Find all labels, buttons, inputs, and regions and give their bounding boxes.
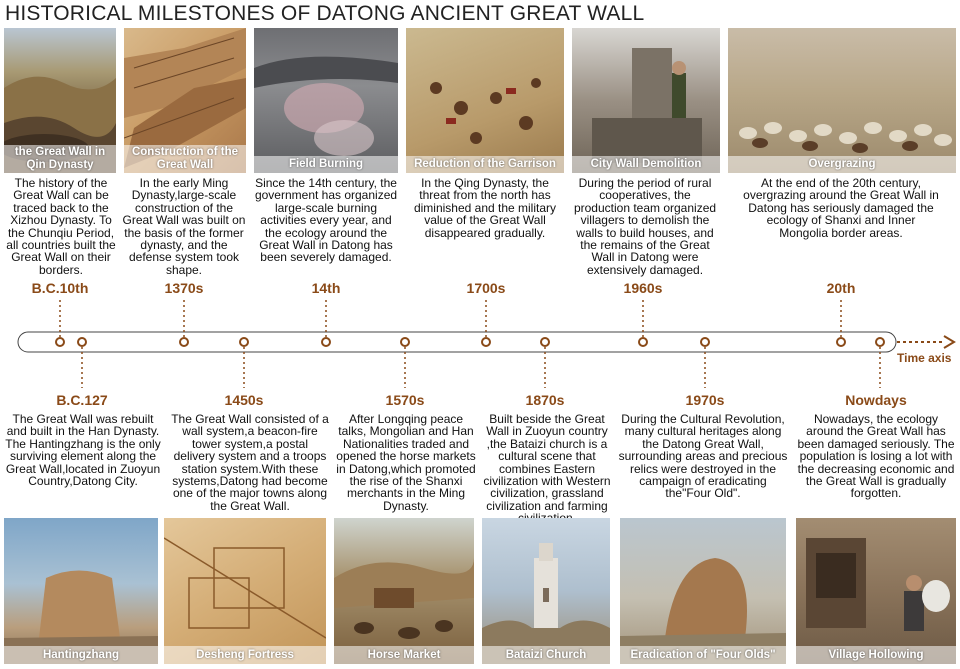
desc-construction: In the early Ming Dynasty,large-scale construction of the Great Wall was built on the basis of the former dynasty, and the defense system took shape.: [122, 176, 246, 277]
era-20th: 20th: [826, 280, 856, 296]
caption-wall-demolition: City Wall Demolition: [572, 156, 720, 173]
page-title: HISTORICAL MILESTONES OF DATONG ANCIENT GREAT WALL: [5, 2, 645, 25]
era-1450s: 1450s: [224, 392, 264, 408]
era-14th: 14th: [311, 280, 341, 296]
desc-horse-market: After Longqing peace talks, Mongolian and Han Nationalities traded and opened the horse markets in Datong,which promoted the rise of the Shanxi merchants in the Ming Dynasty.: [336, 412, 476, 513]
hantingzhang-illustration: [4, 518, 158, 664]
caption-overgrazing: Overgrazing: [728, 156, 956, 173]
caption-horse-market: Horse Market: [334, 646, 474, 664]
desc-village-hollowing: Nowadays, the ecology around the Great Wall has been damaged seriously. The population is losing a lot with the decreasing economic and the Great Wall is gradually forgotten.: [797, 412, 955, 501]
era-1700s: 1700s: [466, 280, 506, 296]
era-bc10th: B.C.10th: [31, 280, 89, 296]
desc-qin-great-wall: The history of the Great Wall can be traced back to the Xizhou Dynasty. To the Chunqiu Period, all countries built the Great Wall on their borders.: [6, 176, 116, 277]
desc-garrison: In the Qing Dynasty, the threat from the north has diminished and the military value of the Great Wall disappeared gradually.: [413, 176, 557, 240]
desc-four-olds: During the Cultural Revolution, many cultural heritages along the Datong Great Wall, surrounding areas and precious relics were destroyed in the campaign of eradicating the"Four Old".: [618, 412, 788, 501]
desc-wall-demolition: During the period of rural cooperatives, the production team organized villagers to demolish the walls to build houses, and the remains of the Great Wall in Datong were extensively damaged.: [573, 176, 717, 277]
horse-market-illustration: [334, 518, 474, 664]
era-1370s: 1370s: [164, 280, 204, 296]
caption-desheng-fortress: Desheng Fortress: [164, 646, 326, 664]
desc-hantingzhang: The Great Wall was rebuilt and built in the Han Dynasty. The Hantingzhang is the only surviving element along the Great Wall,located in Zuoyun Country,Datong City.: [5, 412, 161, 489]
era-1870s: 1870s: [525, 392, 565, 408]
desc-field-burning: Since the 14th century, the government has organized large-scale burning activities every year, and the ecology around the Great Wall in Datong has been severely damaged.: [254, 176, 398, 265]
desc-overgrazing: At the end of the 20th century, overgrazing around the Great Wall in Datong has seriously damaged the ecology of Shanxi and Inner Mongolia border areas.: [743, 176, 939, 240]
caption-construction: Construction of the Great Wall: [124, 145, 246, 173]
caption-village-hollowing: Village Hollowing: [796, 646, 956, 664]
caption-bataizi-church: Bataizi Church: [482, 646, 610, 664]
era-nowdays: Nowdays: [845, 392, 907, 408]
caption-hantingzhang: Hantingzhang: [4, 646, 158, 664]
ruin-illustration: [620, 518, 786, 664]
axis-arrow-icon: [944, 336, 954, 348]
caption-qin-great-wall: the Great Wall in Qin Dynasty: [4, 145, 116, 173]
photo-hantingzhang: [4, 518, 158, 664]
era-1570s: 1570s: [385, 392, 425, 408]
desc-bataizi-church: Built beside the Great Wall in Zuoyun country ,the Bataizi church is a cultural scene that combines Eastern civilization with Western civilization, grassland civilization and farming: [483, 412, 611, 513]
era-1960s: 1960s: [623, 280, 663, 296]
photo-horse-market: [334, 518, 474, 664]
photo-bataizi-church: [482, 518, 610, 664]
photo-four-olds: [620, 518, 786, 664]
caption-four-olds: Eradication of "Four Olds": [620, 646, 786, 664]
desc-desheng-fortress: The Great Wall consisted of a wall system,a beacon-fire tower system,a postal delivery system and a troops station system.With these systems,Datong had become one of the major towns along the Great Wall.: [171, 412, 329, 513]
time-axis-label: Time axis: [897, 351, 952, 365]
photo-desheng-fortress: [164, 518, 326, 664]
era-1970s: 1970s: [685, 392, 725, 408]
caption-garrison: Reduction of the Garrison: [406, 156, 564, 173]
caption-field-burning: Field Burning: [254, 156, 398, 173]
era-bc127: B.C.127: [56, 392, 108, 408]
photo-village-hollowing: [796, 518, 956, 664]
fortress-illustration: [164, 518, 326, 664]
church-illustration: [482, 518, 610, 664]
village-illustration: [796, 518, 956, 664]
